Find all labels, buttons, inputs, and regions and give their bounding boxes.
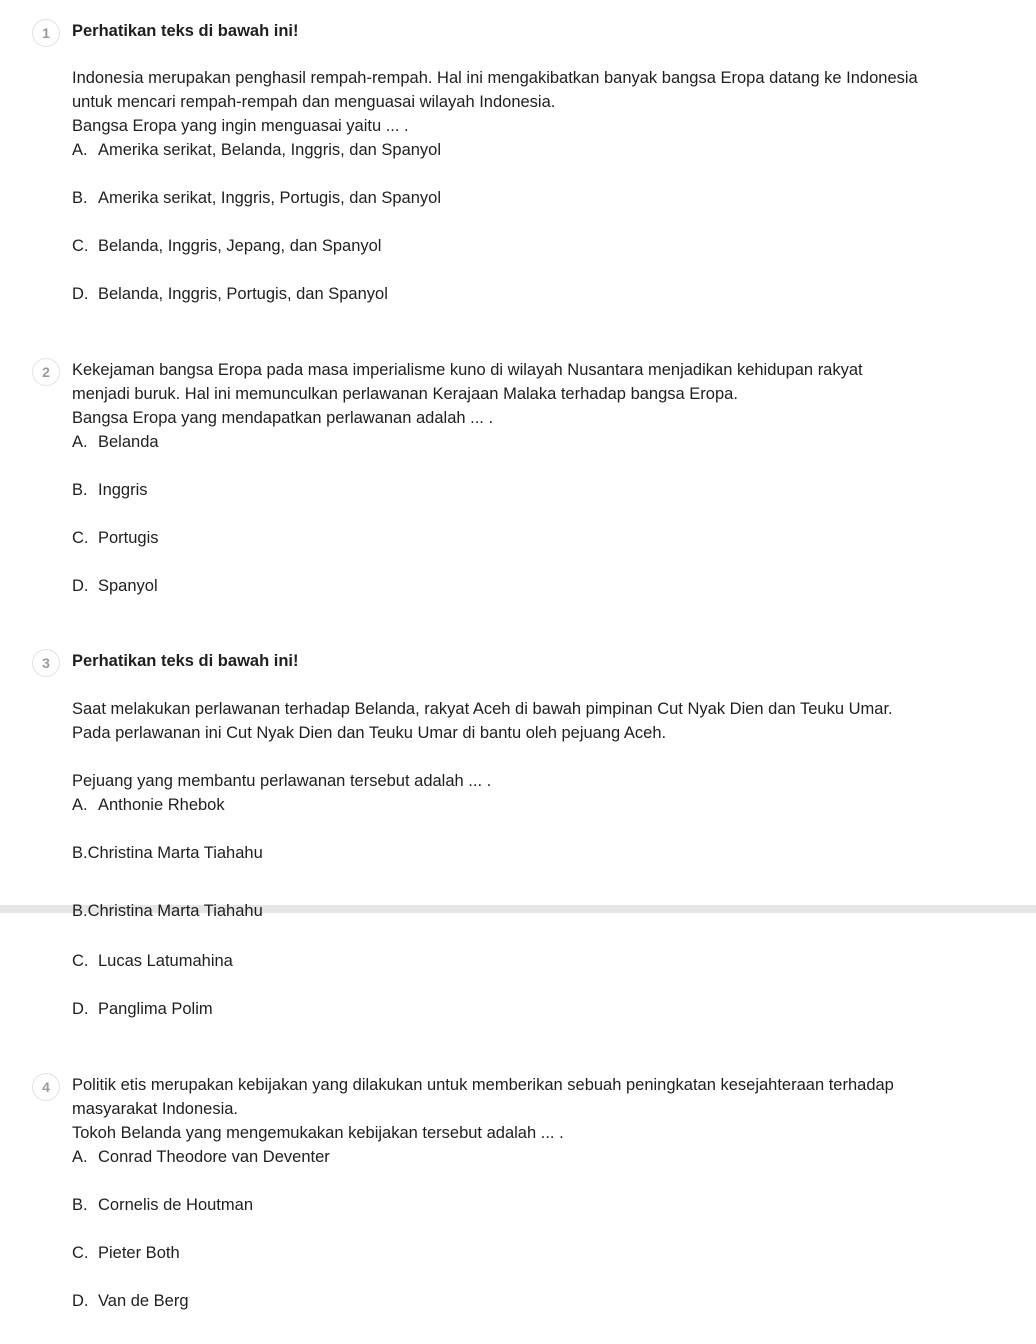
question-text-line: Indonesia merupakan penghasil rempah-rempah. Hal ini mengakibatkan banyak bangsa Eropa datang ke Indonesia bbox=[72, 69, 918, 87]
answer-option-d[interactable] bbox=[72, 1289, 189, 1313]
question-number: 3 bbox=[32, 649, 60, 677]
option-letter: C. bbox=[72, 529, 89, 547]
option-letter: B. bbox=[72, 902, 88, 920]
answer-option-c[interactable] bbox=[72, 526, 159, 550]
question-text-line: Pada perlawanan ini Cut Nyak Dien dan Teuku Umar di bantu oleh pejuang Aceh. bbox=[72, 724, 667, 742]
option-text: Cornelis de Houtman bbox=[98, 1196, 253, 1214]
answer-option-d[interactable] bbox=[72, 574, 158, 598]
answer-option-c[interactable] bbox=[72, 1241, 180, 1265]
option-letter: D. bbox=[72, 1000, 89, 1018]
answer-option-a[interactable] bbox=[72, 1145, 330, 1169]
option-letter: A. bbox=[72, 1148, 88, 1166]
option-letter: D. bbox=[72, 577, 89, 595]
option-letter: B. bbox=[72, 1196, 88, 1214]
option-letter: C. bbox=[72, 952, 89, 970]
answer-option-b-continued bbox=[72, 899, 263, 923]
option-text: Christina Marta Tiahahu bbox=[87, 844, 263, 862]
option-text: Belanda bbox=[98, 433, 159, 451]
question-number: 4 bbox=[32, 1073, 60, 1101]
option-text: Spanyol bbox=[98, 577, 158, 595]
question-heading: Perhatikan teks di bawah ini! bbox=[72, 22, 299, 40]
option-letter: B. bbox=[72, 481, 88, 499]
option-text: Amerika serikat, Belanda, Inggris, dan Spanyol bbox=[98, 141, 442, 159]
question-prompt: Tokoh Belanda yang mengemukakan kebijakan tersebut adalah ... . bbox=[72, 1124, 564, 1142]
option-letter: C. bbox=[72, 1244, 89, 1262]
option-text: Anthonie Rhebok bbox=[98, 796, 225, 814]
option-text: Lucas Latumahina bbox=[98, 952, 233, 970]
question-prompt: Pejuang yang membantu perlawanan tersebut adalah ... . bbox=[72, 772, 492, 790]
question-text-line: masyarakat Indonesia. bbox=[72, 1100, 239, 1118]
option-text: Pieter Both bbox=[98, 1244, 180, 1262]
answer-option-b[interactable] bbox=[72, 1193, 253, 1217]
option-letter: D. bbox=[72, 1292, 89, 1310]
question-text-line: untuk mencari rempah-rempah dan menguasai wilayah Indonesia. bbox=[72, 93, 556, 111]
option-text: Belanda, Inggris, Jepang, dan Spanyol bbox=[98, 237, 382, 255]
answer-option-a[interactable] bbox=[72, 430, 159, 454]
question-text-line: Saat melakukan perlawanan terhadap Belanda, rakyat Aceh di bawah pimpinan Cut Nyak Dien dan Teuku Umar. bbox=[72, 700, 893, 718]
option-text: Van de Berg bbox=[98, 1292, 189, 1310]
answer-option-d[interactable] bbox=[72, 282, 388, 306]
option-letter: C. bbox=[72, 237, 89, 255]
answer-option-a[interactable] bbox=[72, 793, 225, 817]
option-letter: A. bbox=[72, 796, 88, 814]
option-letter: B. bbox=[72, 844, 88, 862]
answer-option-b[interactable] bbox=[72, 478, 148, 502]
answer-option-b[interactable] bbox=[72, 841, 263, 865]
question-text-line: Politik etis merupakan kebijakan yang dilakukan untuk memberikan sebuah peningkatan kesejahteraan terhadap bbox=[72, 1076, 894, 1094]
question-prompt: Bangsa Eropa yang ingin menguasai yaitu ... . bbox=[72, 117, 409, 135]
option-text: Belanda, Inggris, Portugis, dan Spanyol bbox=[98, 285, 388, 303]
question-text-line: menjadi buruk. Hal ini memunculkan perlawanan Kerajaan Malaka terhadap bangsa Eropa. bbox=[72, 385, 738, 403]
option-letter: B. bbox=[72, 189, 88, 207]
answer-option-c[interactable] bbox=[72, 949, 233, 973]
answer-option-d[interactable] bbox=[72, 997, 213, 1021]
option-b-top-fragment bbox=[0, 841, 1036, 862]
option-letter: D. bbox=[72, 285, 89, 303]
question-number: 2 bbox=[32, 358, 60, 386]
answer-option-a[interactable] bbox=[72, 138, 441, 162]
question-text-line: Kekejaman bangsa Eropa pada masa imperialisme kuno di wilayah Nusantara menjadikan kehidupan rakyat bbox=[72, 361, 863, 379]
option-text: Inggris bbox=[98, 481, 148, 499]
question-number: 1 bbox=[32, 19, 60, 47]
answer-option-c[interactable] bbox=[72, 234, 381, 258]
option-text: Conrad Theodore van Deventer bbox=[98, 1148, 330, 1166]
option-text: Amerika serikat, Inggris, Portugis, dan Spanyol bbox=[98, 189, 441, 207]
option-letter: A. bbox=[72, 433, 88, 451]
option-text: Portugis bbox=[98, 529, 159, 547]
option-text: Christina Marta Tiahahu bbox=[87, 902, 263, 920]
question-heading: Perhatikan teks di bawah ini! bbox=[72, 652, 299, 670]
option-b-bottom-fragment bbox=[0, 902, 1036, 923]
option-text: Panglima Polim bbox=[98, 1000, 213, 1018]
answer-option-b[interactable] bbox=[72, 186, 441, 210]
option-letter: A. bbox=[72, 141, 88, 159]
question-prompt: Bangsa Eropa yang mendapatkan perlawanan adalah ... . bbox=[72, 409, 494, 427]
